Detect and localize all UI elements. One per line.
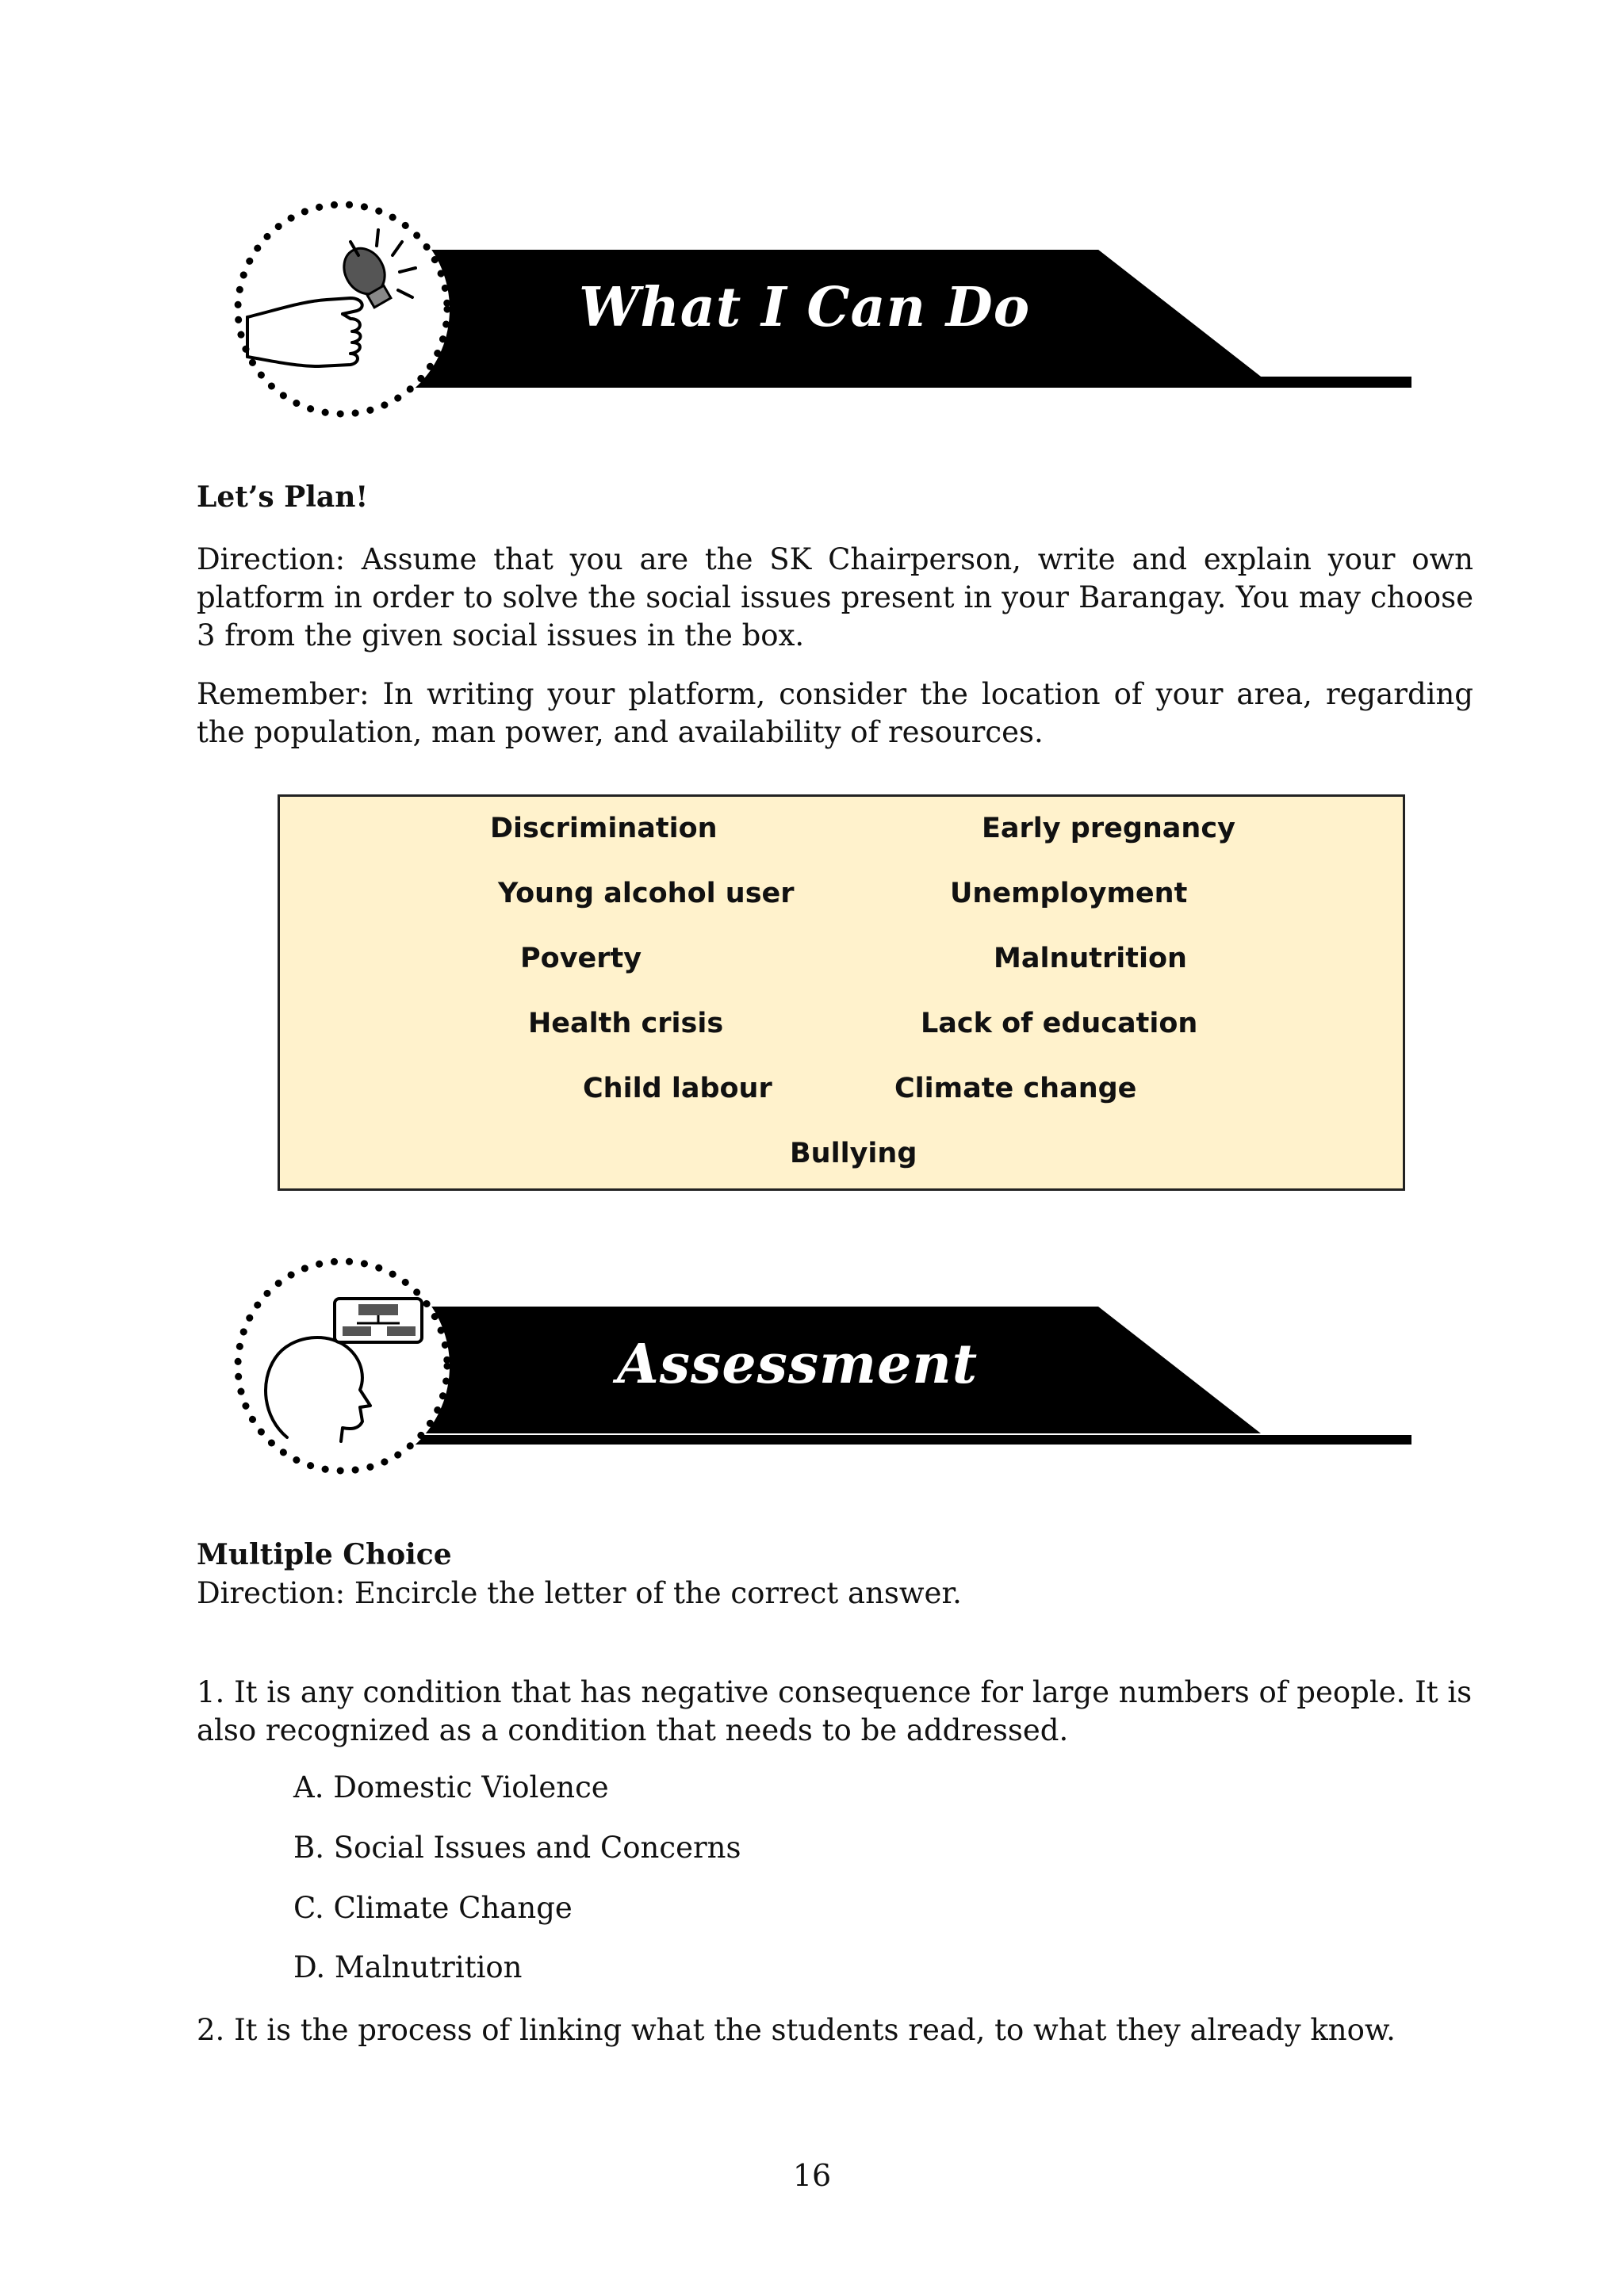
section-title-assessment: Assessment — [617, 1333, 979, 1396]
plan-remember: Remember: In writing your platform, consider the location of your area, regarding the population, man power, and availability of resources. — [197, 677, 1473, 749]
issue-item: Early pregnancy — [982, 813, 1235, 844]
plan-heading: Let’s Plan! — [197, 480, 369, 514]
issue-item: Unemployment — [950, 878, 1188, 909]
issue-item: Climate change — [894, 1073, 1137, 1104]
issue-item: Malnutrition — [994, 943, 1187, 974]
assessment-heading: Multiple Choice — [197, 1538, 452, 1571]
choice-d[interactable]: D. Malnutrition — [293, 1950, 523, 1984]
page-number: 16 — [792, 2158, 832, 2193]
issue-item: Poverty — [520, 943, 642, 974]
plan-direction: Direction: Assume that you are the SK Chairperson, write and explain your own platform in order to solve the social issues present in your Barangay. You may choose 3 from the given social issues in the box. — [197, 542, 1473, 652]
issue-item: Health crisis — [528, 1008, 724, 1039]
question-1: 1. It is any condition that has negative consequence for large numbers of people. It is also recognized as a condition that needs to be addressed. — [197, 1675, 1473, 1747]
section-title-what-i-can-do: What I Can Do — [579, 276, 1031, 339]
issue-item: Discrimination — [490, 813, 718, 844]
choice-a[interactable]: A. Domestic Violence — [293, 1770, 609, 1804]
head-diagram-icon — [232, 1255, 454, 1477]
banner-what-i-can-do — [230, 194, 1411, 448]
question-2: 2. It is the process of linking what the students read, to what they already know. — [197, 2013, 1396, 2047]
issue-item: Young alcohol user — [498, 878, 795, 909]
choice-c[interactable]: C. Climate Change — [293, 1891, 573, 1925]
social-issues-box — [278, 794, 1405, 1191]
issue-item: Lack of education — [921, 1008, 1198, 1039]
choice-b[interactable]: B. Social Issues and Concerns — [293, 1831, 741, 1865]
issue-item: Child labour — [583, 1073, 772, 1104]
issue-item: Bullying — [790, 1138, 917, 1169]
banner-assessment — [230, 1251, 1411, 1505]
assessment-direction: Direction: Encircle the letter of the correct answer. — [197, 1576, 962, 1610]
hand-lightbulb-icon — [232, 198, 454, 420]
